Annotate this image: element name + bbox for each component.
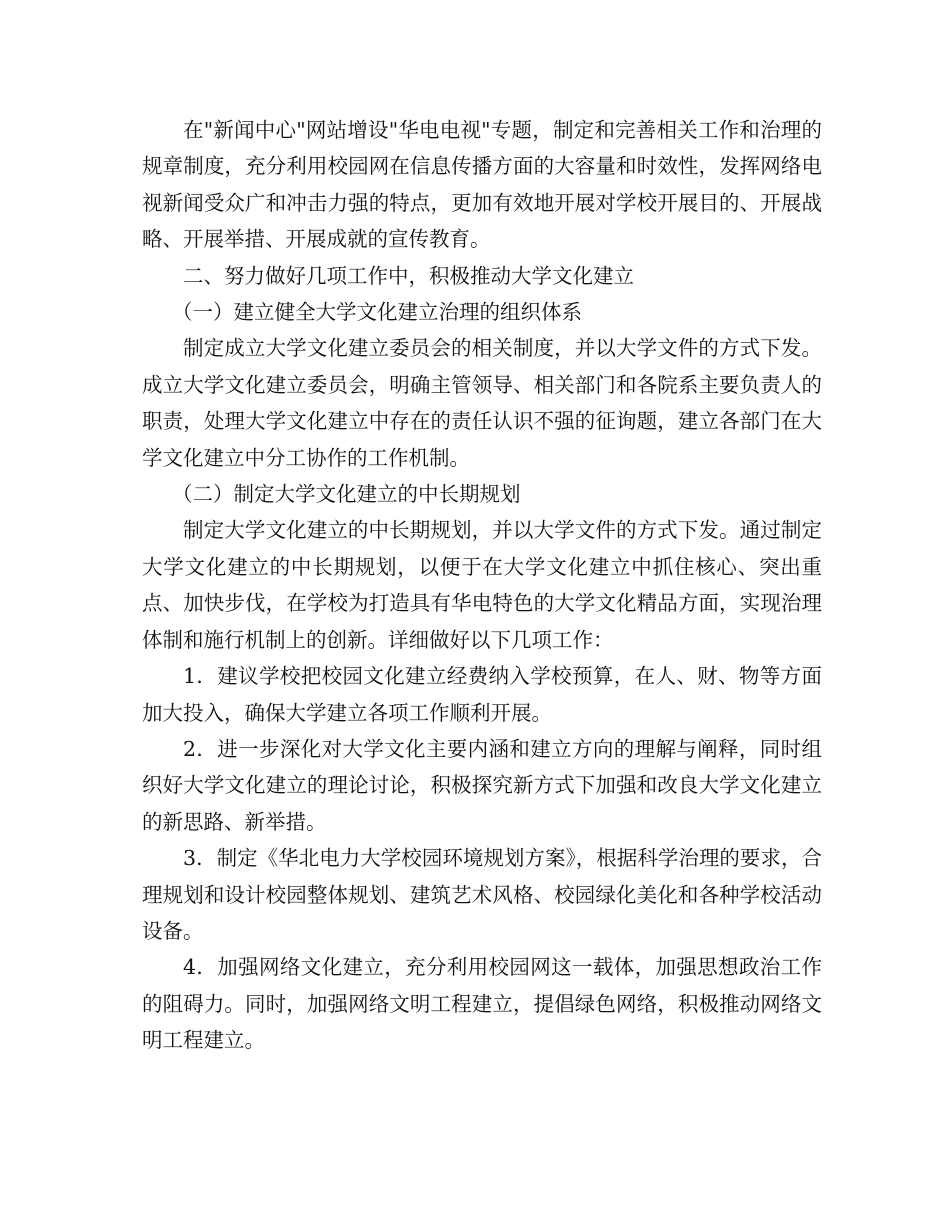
list-item-4: 4．加强网络文化建立，充分利用校园网这一载体，加强思想政治工作的阻碍力。同时，加强网络文明工程建立，提倡绿色网络，积极推动网络文明工程建立。 <box>142 955 822 1053</box>
paragraph-news-center: 在"新闻中心"网站增设"华电电视"专题，制定和完善相关工作和治理的规章制度，充分利用校园网在信息传播方面的大容量和时效性，发挥网络电视新闻受众广和冲击力强的特点，更加有效地开展对学校开展目的、开展战略、开展举措、开展成就的宣传教育。 <box>142 118 822 252</box>
subsection-heading-one: （一）建立健全大学文化建立治理的组织体系 <box>172 300 582 325</box>
list-item-1: 1．建议学校把校园文化建立经费纳入学校预算，在人、财、物等方面加大投入，确保大学建立各项工作顺利开展。 <box>142 664 822 725</box>
paragraph-long-term-plan: 制定大学文化建立的中长期规划，并以大学文件的方式下发。通过制定大学文化建立的中长期规划，以便于在大学文化建立中抓住核心、突出重点、加快步伐，在学校为打造具有华电特色的大学文化精品方面，实现治理体制和施行机制上的创新。详细做好以下几项工作： <box>142 518 822 652</box>
list-item-2: 2．进一步深化对大学文化主要内涵和建立方向的理解与阐释，同时组织好大学文化建立的理论讨论，积极探究新方式下加强和改良大学文化建立的新思路、新举措。 <box>142 736 822 834</box>
section-heading-two: 二、努力做好几项工作中，积极推动大学文化建立 <box>183 263 634 288</box>
document-body <box>142 112 822 1059</box>
list-item-3: 3．制定《华北电力大学校园环境规划方案》，根据科学治理的要求，合理规划和设计校园整体规划、建筑艺术风格、校园绿化美化和各种学校活动设备。 <box>142 846 822 943</box>
subsection-heading-two: （二）制定大学文化建立的中长期规划 <box>172 482 521 507</box>
paragraph-committee: 制定成立大学文化建立委员会的相关制度，并以大学文件的方式下发。成立大学文化建立委员会，明确主管领导、相关部门和各院系主要负责人的职责，处理大学文化建立中存在的责任认识不强的征询题，建立各部门在大学文化建立中分工协作的工作机制。 <box>142 336 822 470</box>
